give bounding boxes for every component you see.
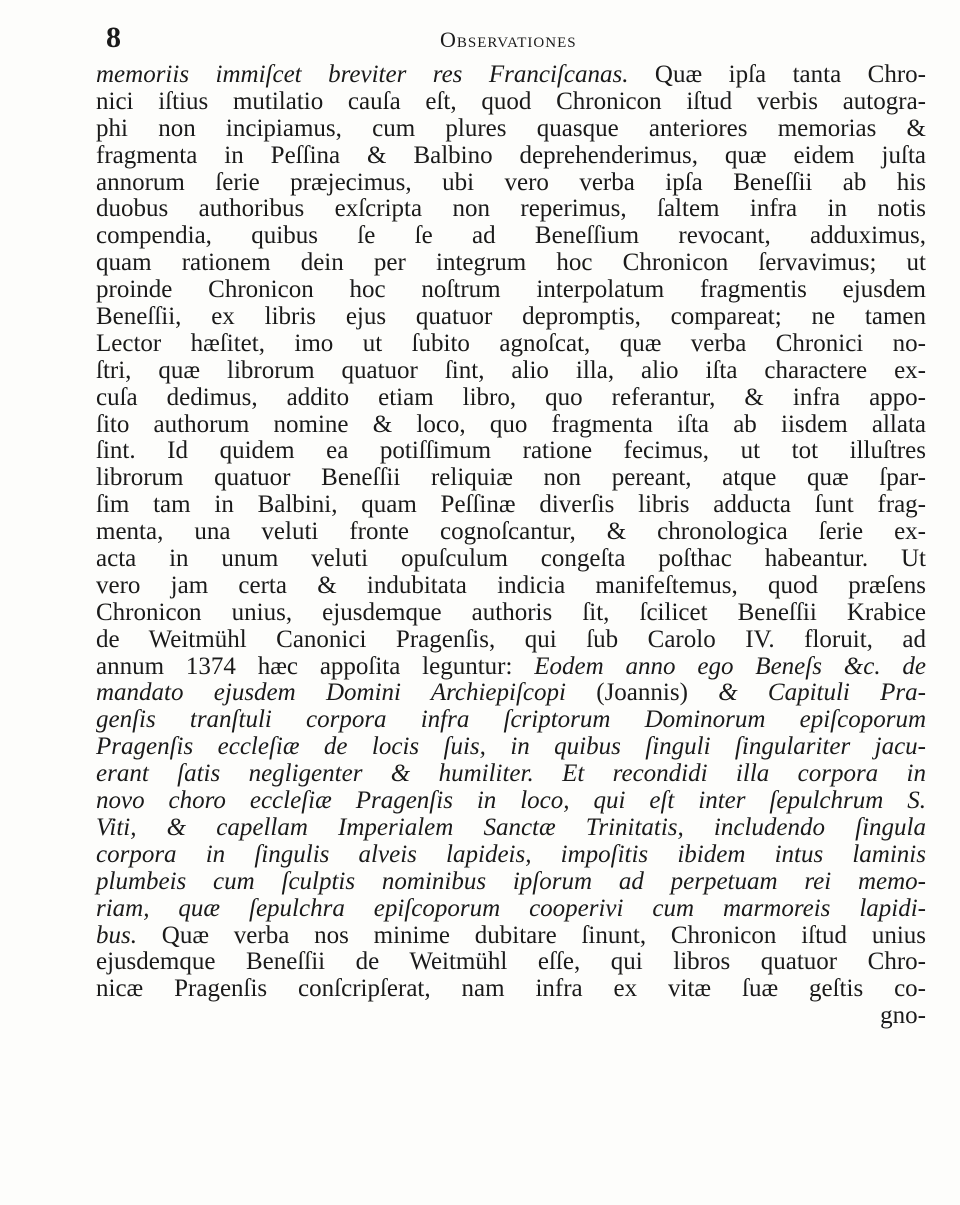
roman-text-segment: Quæ verba nos minime dubitare ſinunt, Chronicon iſtud unius <box>136 921 926 949</box>
text-line <box>96 492 926 519</box>
text-line <box>96 358 926 385</box>
text-line <box>96 465 926 492</box>
text-line <box>96 654 926 681</box>
roman-text-segment: phi non incipiamus, cum plures quasque anteriores memorias & <box>96 114 926 142</box>
text-line <box>96 277 926 304</box>
roman-text-segment: vero jam certa & indubitata indicia manifeſtemus, quod præſens <box>96 571 926 599</box>
roman-text-segment: proinde Chronicon hoc noſtrum interpolatum fragmentis ejusdem <box>96 276 926 304</box>
italic-text-segment: genſis tranſtuli corpora infra ſcriptorum Dominorum epiſcoporum <box>96 706 926 734</box>
text-line <box>96 627 926 654</box>
roman-text-segment: acta in unum veluti opuſculum congeſta poſthac habeantur. Ut <box>96 545 926 573</box>
text-line <box>96 170 926 197</box>
text-line <box>96 815 926 842</box>
text-line <box>96 116 926 143</box>
roman-text-segment: nici iſtius mutilatio cauſa eſt, quod Chronicon iſtud verbis autogra- <box>96 87 926 115</box>
roman-text-segment: annum 1374 hæc appoſita leguntur: <box>96 652 535 680</box>
text-line <box>96 896 926 923</box>
roman-text-segment: nicæ Pragenſis conſcripſerat, nam infra ex vitæ ſuæ geſtis co- <box>96 975 926 1003</box>
text-line <box>96 923 926 950</box>
roman-text-segment: ſint. Id quidem ea potiſſimum ratione fecimus, ut tot illuſtres <box>96 437 926 465</box>
page-number: 8 <box>106 21 121 54</box>
text-line <box>96 734 926 761</box>
text-line <box>96 546 926 573</box>
roman-text-segment: Quæ ipſa tanta Chro- <box>628 61 926 88</box>
italic-text-segment: & Capituli Pra- <box>718 679 926 707</box>
text-line <box>96 788 926 815</box>
italic-text-segment: riam, quæ ſepulchra epiſcoporum cooperivi cum marmoreis lapidi- <box>96 894 926 922</box>
text-line <box>96 707 926 734</box>
roman-text-segment: cuſa dedimus, addito etiam libro, quo referantur, & infra appo- <box>96 383 926 411</box>
text-line <box>96 250 926 277</box>
text-line <box>96 680 926 707</box>
italic-text-segment: plumbeis cum ſculptis nominibus ipſorum ad perpetuam rei memo- <box>96 867 926 895</box>
text-line <box>96 223 926 250</box>
body-text <box>96 62 926 1030</box>
text-line <box>96 976 926 1003</box>
roman-text-segment: (Joannis) <box>565 679 719 707</box>
italic-text-segment: novo choro eccleſiæ Pragenſis in loco, qui eſt inter ſepulchrum S. <box>96 787 926 815</box>
roman-text-segment: ſim tam in Balbini, quam Peſſinæ diverſis libris adducta ſunt frag- <box>96 491 926 519</box>
italic-text-segment: memoriis immiſcet breviter res Franciſcanas. <box>96 61 629 88</box>
text-line <box>96 412 926 439</box>
italic-text-segment: corpora in ſingulis alveis lapideis, impoſitis ibidem intus laminis <box>96 840 926 868</box>
text-line <box>96 1003 926 1030</box>
roman-text-segment: fragmenta in Peſſina & Balbino deprehenderimus, quæ eidem juſta <box>96 141 926 169</box>
page-header <box>100 18 920 58</box>
italic-text-segment: Pragenſis eccleſiæ de locis ſuis, in quibus ſinguli ſingulariter jacu- <box>96 733 926 761</box>
roman-text-segment: quam rationem dein per integrum hoc Chronicon ſervavimus; ut <box>96 249 926 277</box>
text-line <box>96 62 926 89</box>
roman-text-segment: Chronicon unius, ejusdemque authoris ſit, ſcilicet Beneſſii Krabice <box>96 598 926 626</box>
text-line <box>96 89 926 116</box>
roman-text-segment: ſito authorum nomine & loco, quo fragmenta iſta ab iisdem allata <box>96 410 926 438</box>
roman-text-segment: librorum quatuor Beneſſii reliquiæ non pereant, atque quæ ſpar- <box>96 464 926 492</box>
text-line <box>96 143 926 170</box>
roman-text-segment: menta, una veluti fronte cognoſcantur, & chronologica ſerie ex- <box>96 518 926 546</box>
text-line <box>96 385 926 412</box>
text-line <box>96 761 926 788</box>
text-line <box>96 842 926 869</box>
roman-text-segment: Lector hæſitet, imo ut ſubito agnoſcat, quæ verba Chronici no- <box>96 329 926 357</box>
roman-text-segment: de Weitmühl Canonici Pragenſis, qui ſub Carolo IV. floruit, ad <box>96 625 926 653</box>
roman-text-segment: annorum ſerie præjecimus, ubi vero verba ipſa Beneſſii ab his <box>96 168 926 196</box>
text-line <box>96 196 926 223</box>
italic-text-segment: Viti, & capellam Imperialem Sanctæ Trinitatis, includendo ſingula <box>96 813 926 841</box>
text-line <box>96 949 926 976</box>
text-line <box>96 573 926 600</box>
roman-text-segment: duobus authoribus exſcripta non reperimus, ſaltem infra in notis <box>96 195 926 223</box>
italic-text-segment: Eodem anno ego Beneſs &c. de <box>534 652 926 680</box>
text-line <box>96 519 926 546</box>
text-line <box>96 869 926 896</box>
text-line <box>96 438 926 465</box>
roman-text-segment: ſtri, quæ librorum quatuor ſint, alio illa, alio iſta charactere ex- <box>96 356 926 384</box>
roman-text-segment: ejusdemque Beneſſii de Weitmühl eſſe, qui libros quatuor Chro- <box>96 948 926 976</box>
roman-text-segment: compendia, quibus ſe ſe ad Beneſſium revocant, adduximus, <box>96 222 926 250</box>
text-line <box>96 600 926 627</box>
italic-text-segment: bus. <box>96 921 137 949</box>
text-line <box>96 304 926 331</box>
italic-text-segment: erant ſatis negligenter & humiliter. Et recondidi illa corpora in <box>96 760 926 788</box>
roman-text-segment: Beneſſii, ex libris ejus quatuor depromptis, compareat; ne tamen <box>96 303 926 331</box>
italic-text-segment: mandato ejusdem Domini Archiepiſcopi <box>96 679 566 707</box>
roman-text-segment: gno- <box>880 1002 926 1030</box>
running-head: Observationes <box>440 27 577 52</box>
text-line <box>96 331 926 358</box>
